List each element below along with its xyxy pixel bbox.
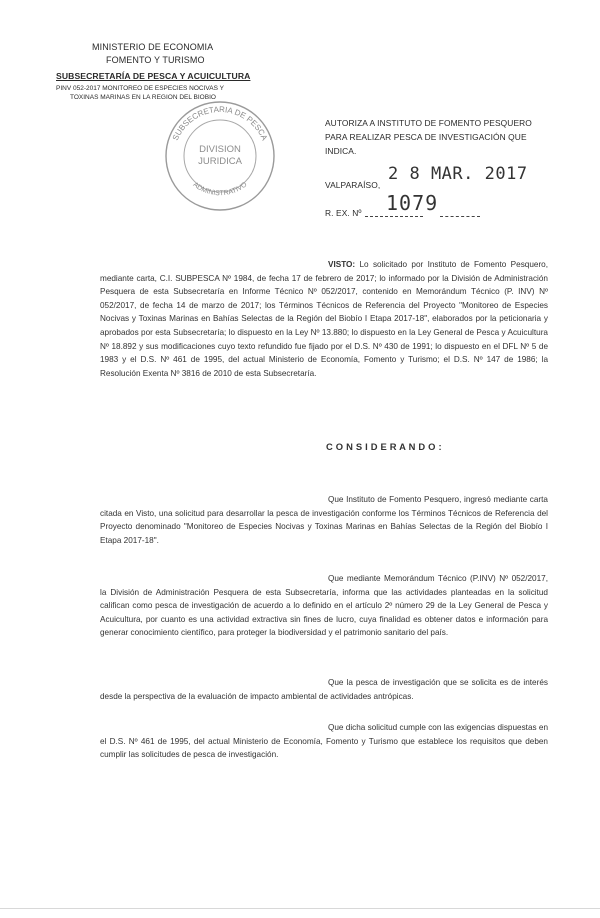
visto-paragraph [100, 258, 548, 380]
page-bottom-edge [0, 908, 600, 909]
subject-line-2: PARA REALIZAR PESCA DE INVESTIGACIÓN QUE [325, 132, 527, 142]
considerando-paragraph-1: Que Instituto de Fomento Pesquero, ingresó mediante carta citada en Visto, una solicitud para desarrollar la pesca de investigación conforme los Términos Técnicos de Referencia del Proyecto denominado "Monitoreo de Especies Nocivas y Toxinas Marinas en Bahías Selectas de la Región del Biobío I Etapa 2017-18". [100, 495, 548, 545]
considerando-paragraph-3: Que la pesca de investigación que se solicita es de interés desde la perspectiva de la evaluación de impacto ambiental de actividades antrópicas. [100, 678, 548, 701]
stamp-center-line-1: DIVISION [199, 144, 241, 155]
stamp-center-line-2: JURIDICA [198, 156, 242, 167]
date-stamp: 2 8 MAR. 2017 [388, 164, 528, 184]
subsecretaria-title: SUBSECRETARÍA DE PESCA Y ACUICULTURA [56, 71, 251, 81]
reference-line-2: TOXINAS MARINAS EN LA REGION DEL BIOBIO [70, 94, 216, 101]
resolution-number: 1079 [386, 191, 439, 215]
considerando-paragraph-4: Que dicha solicitud cumple con las exigencias dispuestas en el D.S. Nº 461 de 1995, del actual Ministerio de Economía, Fomento y Turismo que establece los requisitos que deben cumplir las solicitudes de pesca de investigación. [100, 723, 548, 760]
resolution-blank-left [365, 216, 423, 217]
division-juridica-stamp [160, 96, 280, 216]
considerando-heading: C O N S I D E R A N D O : [326, 441, 442, 452]
visto-label: VISTO: [328, 260, 356, 269]
reference-line-1: PINV 052-2017 MONITOREO DE ESPECIES NOCIVAS Y [56, 85, 224, 92]
ministry-line-1: MINISTERIO DE ECONOMIA [92, 42, 214, 52]
subject-line-1: AUTORIZA A INSTITUTO DE FOMENTO PESQUERO [325, 118, 532, 128]
resolution-blank-right [440, 216, 480, 217]
subject-line-3: INDICA. [325, 146, 357, 156]
visto-text: Lo solicitado por Instituto de Fomento Pesquero, mediante carta, C.I. SUBPESCA Nº 1984, de fecha 17 de febrero de 2017; lo informado por la División de Administración Pesquera de esta Subsecretaría en Informe Técnico Nº 052/2017, contenido en Memorándum Técnico (P. INV) Nº 052/2017, de fecha 14 de marzo de 2017; los Términos Técnicos de Referencia del Proyecto "Monitoreo de Especies Nocivas y Toxinas Marinas en Bahías Selectas de la Región del Biobío I Etapa 2017-18", elaborados por la peticionaria y aprobados por esta Subsecretaría; lo dispuesto en la Ley Nº 13.880; lo dispuesto en la Ley General de Pesca y Acuicultura Nº 18.892 y sus modificaciones cuyo texto refundido fue fijado por el D.S. Nº 430 de 1991; lo dispuesto en el DFL Nº 5 de 1983 y el D.S. Nº 461 de 1995, del actual Ministerio de Economía, Fomento y Turismo; el D.S. Nº 147 de 1986; la Resolución Exenta Nº 3816 de 2010 de esta Subsecretaría. [100, 260, 548, 378]
considerando-paragraph-2: Que mediante Memorándum Técnico (P.INV) Nº 052/2017, la División de Administración Pesquera de esta Subsecretaría, informa que las actividades planteadas en la solicitud califican como pesca de investigación de acuerdo a lo definido en el artículo 2º número 29 de la Ley General de Pesca y Acuicultura, por cuanto es una actividad extractiva sin fines de lucro, cuya finalidad es obtener datos e información para generar conocimiento científico, para proteger la biodiversidad y el patrimonio sanitario del país. [100, 574, 548, 638]
stamp-bottom-text: ADMINISTRATIVO [191, 181, 249, 198]
resolution-prefix: R. EX. Nº [325, 208, 362, 218]
stamp-ring-text: SUBSECRETARIA DE PESCA [170, 104, 270, 142]
resolution-label [325, 208, 362, 219]
place-label: VALPARAÍSO, [325, 180, 381, 190]
ministry-line-2: FOMENTO Y TURISMO [106, 55, 205, 65]
